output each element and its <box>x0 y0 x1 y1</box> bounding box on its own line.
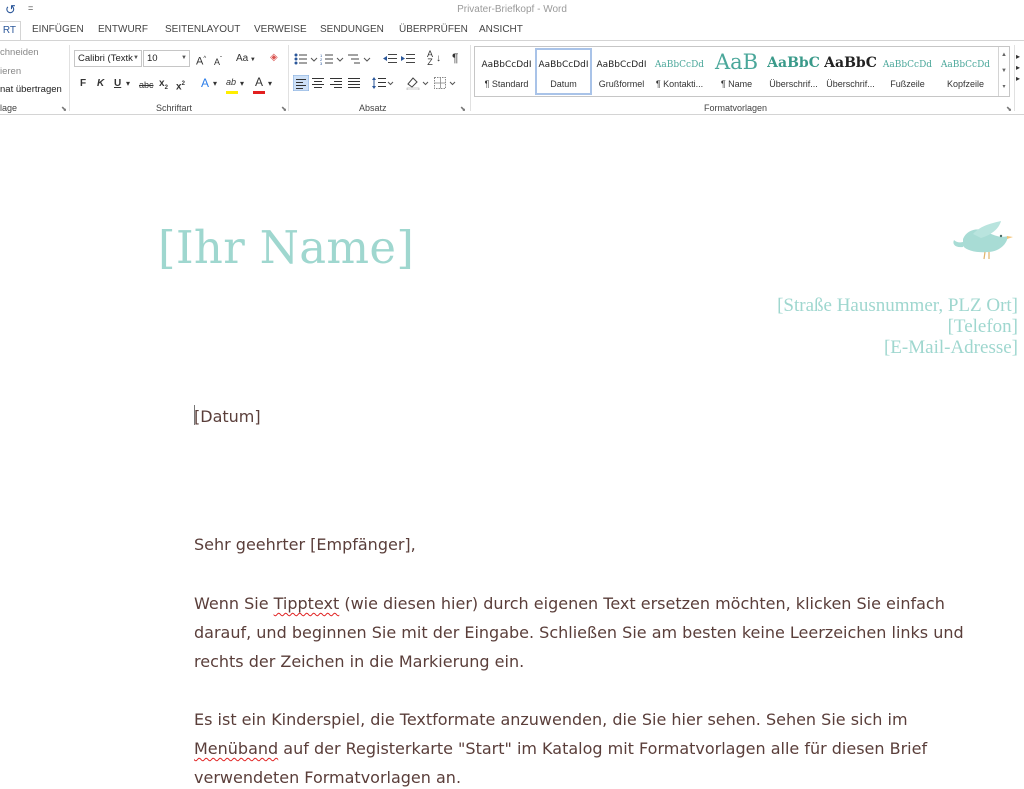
align-center-icon[interactable] <box>312 77 324 89</box>
paragraph-2-line-1[interactable]: Es ist ein Kinderspiel, die Textformate anzuwenden, die Sie hier sehen. Sehen Sie sich im <box>194 710 908 729</box>
copy-button[interactable]: ieren <box>0 66 22 77</box>
style-ueberschrift-1[interactable] <box>765 48 822 95</box>
style-grussformel[interactable] <box>593 48 650 95</box>
underline-button[interactable]: U <box>114 78 122 89</box>
tab-verweise[interactable]: VERWEISE <box>254 24 307 35</box>
gallery-scroll-down-icon[interactable]: ▼ <box>1001 68 1007 74</box>
style-kontaktinformationen[interactable] <box>651 48 708 95</box>
undo-icon[interactable]: ↺ <box>5 2 16 17</box>
font-family-value: Calibri (Textk <box>78 53 133 64</box>
sort-icon[interactable]: A Z <box>427 49 434 67</box>
clipboard-launcher-icon[interactable]: ⬊ <box>61 106 67 113</box>
spelling-error: Tipptext <box>273 594 340 613</box>
gallery-scroll-up-icon[interactable]: ▲ <box>1001 52 1007 58</box>
subscript-button[interactable]: $x_2$ <box>159 78 168 91</box>
paragraph-group-label: Absatz <box>359 103 387 113</box>
svg-text:1: 1 <box>320 53 323 58</box>
tab-einfuegen[interactable]: EINFÜGEN <box>32 24 84 35</box>
style-name: ¶ Name <box>720 79 753 89</box>
ribbon-tabs <box>0 21 1024 40</box>
superscript-button[interactable]: $x^2$ <box>176 81 185 93</box>
style-ueberschrift-2[interactable] <box>822 48 879 95</box>
grow-font-button[interactable]: A^ <box>196 55 207 68</box>
group-divider <box>1014 45 1015 111</box>
font-size-combo[interactable] <box>143 50 190 67</box>
subscript-label: x <box>159 78 165 89</box>
style-preview: AaBbCcDdI <box>538 60 589 70</box>
paragraph-launcher-icon[interactable]: ⬊ <box>460 106 466 113</box>
tab-ansicht[interactable]: ANSICHT <box>479 24 523 35</box>
tab-start[interactable]: RT <box>0 21 21 41</box>
superscript-label: x <box>176 81 182 93</box>
editing-group-icon[interactable]: ▸ ▸ ▸ <box>1016 52 1021 83</box>
styles-gallery <box>474 46 1010 97</box>
font-size-value: 10 <box>147 53 158 64</box>
tab-seitenlayout[interactable]: SEITENLAYOUT <box>165 24 241 35</box>
increase-indent-icon[interactable] <box>401 53 415 65</box>
tab-sendungen[interactable]: SENDUNGEN <box>320 24 384 35</box>
multilevel-list-icon[interactable] <box>348 53 374 65</box>
style-name: Grußformel <box>598 79 645 89</box>
style-standard[interactable] <box>478 48 535 95</box>
font-group-label: Schriftart <box>156 103 193 113</box>
style-preview: AaBbCcDd <box>654 60 705 70</box>
line-spacing-icon[interactable] <box>372 76 394 90</box>
cut-button[interactable]: chneiden <box>0 47 39 58</box>
font-color-button[interactable]: A <box>255 75 264 89</box>
sort-arrow-icon: ↓ <box>436 53 441 64</box>
window-title: Privater-Briefkopf - Word <box>457 4 567 15</box>
chevron-down-icon: ▼ <box>133 55 139 61</box>
style-name: Fußzeile <box>890 79 925 89</box>
ribbon <box>0 40 1024 115</box>
style-name: Kopfzeile <box>946 79 985 89</box>
email-line[interactable]: [E-Mail-Adresse] <box>883 337 1018 358</box>
gallery-more-icon[interactable]: ▾ <box>1002 84 1006 90</box>
phone-line[interactable]: [Telefon] <box>947 316 1018 337</box>
style-name: ¶ Kontakti... <box>655 79 704 89</box>
style-preview: AaBbCcDd <box>940 60 991 70</box>
document-page[interactable] <box>0 116 1024 789</box>
shrink-font-label: A <box>214 57 221 67</box>
style-preview: AaB <box>714 50 759 74</box>
styles-launcher-icon[interactable]: ⬊ <box>1006 106 1012 113</box>
chevron-down-icon: ▼ <box>181 55 187 61</box>
p1-text: (wie diesen hier) durch eigenen Text ersetzen möchten, klicken Sie einfach <box>339 594 945 613</box>
clipboard-group-label: lage <box>0 103 18 113</box>
svg-text:3: 3 <box>320 61 323 65</box>
paragraph-2-line-3[interactable]: verwendeten Formatvorlagen an. <box>194 768 462 787</box>
align-right-icon[interactable] <box>330 77 342 89</box>
bullets-icon[interactable] <box>294 53 320 65</box>
text-effects-dropdown-icon[interactable]: ▾ <box>213 79 218 88</box>
style-name: Datum <box>550 79 577 89</box>
shrink-font-button[interactable]: $A^ˇ$ <box>214 57 223 67</box>
style-name: Überschrif... <box>826 79 875 89</box>
style-kopfzeile[interactable] <box>937 48 994 95</box>
strikethrough-button[interactable]: abc <box>139 80 154 90</box>
grow-font-label: A <box>196 55 204 68</box>
change-case-button[interactable]: Aa ▼ <box>236 53 256 64</box>
date-placeholder[interactable]: [Datum] <box>194 407 261 426</box>
align-left-icon[interactable] <box>293 75 309 91</box>
italic-button[interactable]: K <box>97 78 105 89</box>
clear-formatting-icon[interactable]: ◈ <box>270 52 278 63</box>
p1-text: Wenn Sie <box>194 594 274 613</box>
paragraph-2-line-2[interactable] <box>194 734 927 763</box>
font-color-dropdown-icon[interactable]: ▾ <box>268 79 273 88</box>
svg-text:2: 2 <box>320 57 323 62</box>
paragraph-1-line-2[interactable]: darauf, und beginnen Sie mit der Eingabe. Schließen Sie am besten keine Leerzeichen links und <box>194 623 964 642</box>
highlight-dropdown-icon[interactable]: ▾ <box>240 79 245 88</box>
font-family-combo[interactable] <box>74 50 142 67</box>
address-line[interactable]: [Straße Hausnummer, PLZ Ort] <box>777 295 1018 316</box>
borders-icon[interactable] <box>434 76 458 90</box>
style-preview: AaBbC <box>767 55 820 71</box>
style-datum[interactable] <box>535 48 592 95</box>
numbering-icon[interactable] <box>320 53 346 65</box>
group-divider <box>69 45 70 111</box>
decrease-indent-icon[interactable] <box>383 53 397 65</box>
font-color-bar <box>253 91 265 94</box>
tab-entwurf[interactable]: ENTWURF <box>98 24 148 35</box>
style-fusszeile[interactable] <box>879 48 936 95</box>
highlight-color-bar <box>226 91 238 94</box>
customize-quick-access-icon[interactable]: = <box>28 3 34 13</box>
text-effects-button[interactable]: A <box>201 76 210 90</box>
style-name: ¶ Standard <box>484 79 529 89</box>
sender-name-placeholder[interactable]: [Ihr Name] <box>158 221 415 274</box>
style-preview: AaBbCcDdI <box>596 60 647 70</box>
style-name: Überschrif... <box>769 79 818 89</box>
paragraph-1-line-3[interactable]: rechts der Zeichen in die Markierung ein. <box>194 652 525 671</box>
spelling-error: Menüband <box>194 739 279 758</box>
font-launcher-icon[interactable]: ⬊ <box>281 106 287 113</box>
style-preview: AaBbCcDd <box>882 60 933 70</box>
salutation[interactable]: Sehr geehrter [Empfänger], <box>194 535 416 554</box>
gallery-scrollbar[interactable] <box>998 47 1009 96</box>
highlight-button[interactable]: ab <box>226 77 237 87</box>
style-name-style[interactable] <box>708 48 765 95</box>
p2-text: auf der Registerkarte "Start" im Katalog mit Formatvorlagen alle für diesen Brief <box>278 739 928 758</box>
styles-group-label: Formatvorlagen <box>704 103 768 113</box>
style-preview: AaBbC <box>824 55 877 71</box>
paragraph-1-line-1[interactable] <box>194 589 945 618</box>
underline-dropdown-icon[interactable]: ▾ <box>126 79 131 88</box>
format-painter-button[interactable]: nat übertragen <box>0 84 62 95</box>
title-bar <box>0 0 1024 20</box>
justify-icon[interactable] <box>348 77 360 89</box>
bird-icon <box>951 219 1015 263</box>
style-preview: AaBbCcDdI <box>481 60 532 70</box>
bold-button[interactable]: F <box>80 78 87 89</box>
change-case-label: Aa <box>236 53 249 64</box>
group-divider <box>288 45 289 111</box>
tab-ueberpruefen[interactable]: ÜBERPRÜFEN <box>399 24 468 35</box>
group-divider <box>470 45 471 111</box>
shading-icon[interactable] <box>406 76 430 90</box>
show-formatting-marks-button[interactable]: ¶ <box>452 51 459 65</box>
